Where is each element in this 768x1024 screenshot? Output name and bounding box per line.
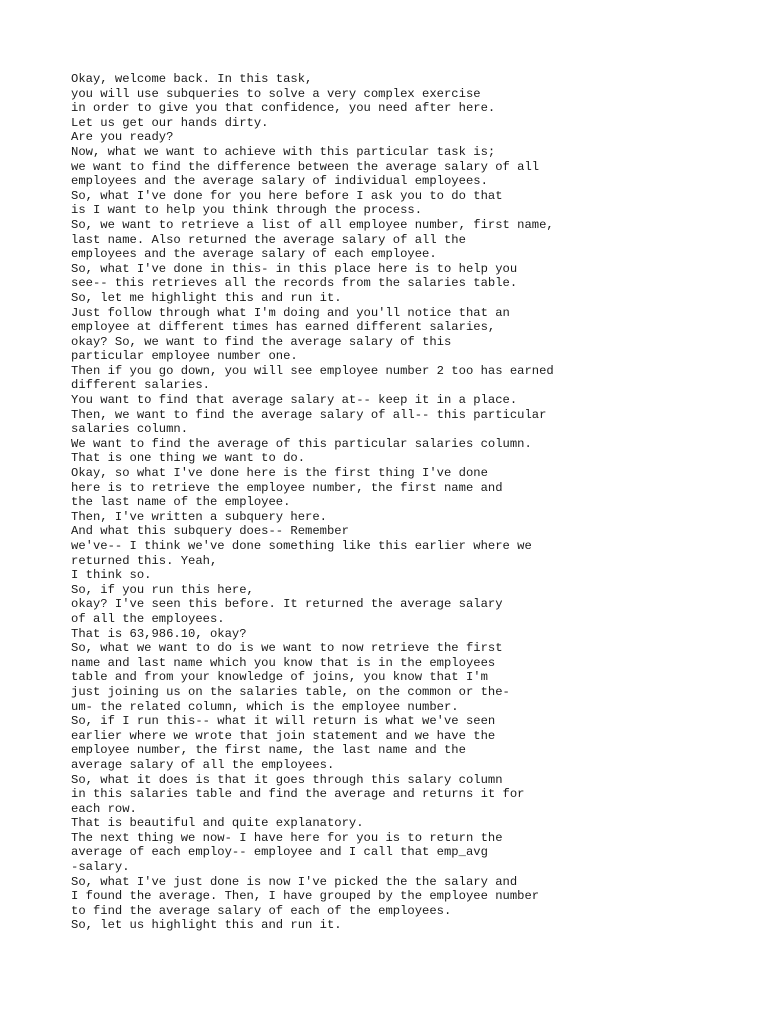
transcript-line: So, what it does is that it goes through this salary column: [71, 772, 503, 787]
transcript-line: And what this subquery does-- Remember: [71, 524, 349, 539]
transcript-line: Are you ready?: [71, 130, 174, 145]
transcript-line: We want to find the average of this particular salaries column.: [71, 436, 532, 451]
transcript-line: I found the average. Then, I have grouped by the employee number: [71, 889, 540, 904]
transcript-line: That is 63,986.10, okay?: [71, 626, 247, 641]
transcript-line: Then, we want to find the average salary of all-- this particular: [71, 407, 547, 422]
transcript-line: particular employee number one.: [71, 349, 298, 364]
transcript-line: The next thing we now- I have here for you is to return the: [71, 830, 503, 845]
transcript-line: Let us get our hands dirty.: [71, 115, 269, 130]
transcript-line: employee number, the first name, the last name and the: [71, 743, 466, 758]
transcript-line: Okay, welcome back. In this task,: [71, 72, 313, 86]
transcript-line: we want to find the difference between the average salary of all: [71, 159, 540, 174]
transcript-line: okay? I've seen this before. It returned the average salary: [71, 597, 503, 612]
transcript-line: So, what I've just done is now I've picked the the salary and: [71, 874, 518, 889]
transcript-line: of all the employees.: [71, 611, 225, 626]
transcript-text: [71, 72, 751, 933]
transcript-line: last name. Also returned the average salary of all the: [71, 232, 466, 247]
transcript-line: So, let me highlight this and run it.: [71, 290, 342, 305]
transcript-line: we've-- I think we've done something like this earlier where we: [71, 539, 532, 553]
transcript-line: -salary.: [71, 860, 130, 875]
transcript-line: Just follow through what I'm doing and you'll notice that an: [71, 305, 510, 320]
transcript-line: the last name of the employee.: [71, 495, 291, 510]
transcript-line: So, we want to retrieve a list of all employee number, first name,: [71, 217, 554, 232]
transcript-line: Okay, so what I've done here is the first thing I've done: [71, 466, 488, 481]
transcript-line: That is beautiful and quite explanatory.: [71, 816, 364, 831]
transcript-line: employees and the average salary of each employee.: [71, 247, 437, 262]
transcript-line: each row.: [71, 801, 137, 816]
transcript-line: in this salaries table and find the average and returns it for: [71, 787, 525, 802]
transcript-line: table and from your knowledge of joins, you know that I'm: [71, 670, 488, 685]
transcript-line: Now, what we want to achieve with this particular task is;: [71, 144, 496, 159]
transcript-line: name and last name which you know that is in the employees: [71, 655, 496, 670]
transcript-line: returned this. Yeah,: [71, 553, 218, 568]
transcript-line: So, if I run this-- what it will return is what we've seen: [71, 714, 496, 729]
transcript-line: Then, I've written a subquery here.: [71, 509, 327, 524]
transcript-line: average of each employ-- employee and I call that emp_avg: [71, 845, 488, 860]
transcript-line: employee at different times has earned different salaries,: [71, 320, 496, 335]
transcript-line: I think so.: [71, 568, 152, 583]
transcript-line: salaries column.: [71, 422, 189, 437]
transcript-line: see-- this retrieves all the records from the salaries table.: [71, 276, 518, 291]
transcript-line: employees and the average salary of individual employees.: [71, 174, 488, 189]
transcript-line: So, what we want to do is we want to now retrieve the first: [71, 641, 503, 656]
transcript-line: okay? So, we want to find the average salary of this: [71, 334, 452, 349]
transcript-line: So, let us highlight this and run it.: [71, 918, 342, 933]
transcript-line: different salaries.: [71, 378, 210, 393]
transcript-line: That is one thing we want to do.: [71, 451, 306, 466]
transcript-line: You want to find that average salary at-- keep it in a place.: [71, 393, 518, 408]
transcript-line: So, what I've done for you here before I ask you to do that: [71, 188, 503, 203]
transcript-line: is I want to help you think through the process.: [71, 203, 423, 218]
transcript-line: So, what I've done in this- in this place here is to help you: [71, 261, 518, 276]
transcript-line: average salary of all the employees.: [71, 757, 335, 772]
transcript-line: you will use subqueries to solve a very complex exercise: [71, 86, 481, 101]
transcript-line: in order to give you that confidence, you need after here.: [71, 101, 496, 116]
transcript-line: Then if you go down, you will see employee number 2 too has earned: [71, 363, 554, 378]
transcript-line: here is to retrieve the employee number, the first name and: [71, 480, 503, 495]
transcript-line: earlier where we wrote that join statement and we have the: [71, 728, 496, 743]
transcript-line: to find the average salary of each of the employees.: [71, 903, 452, 918]
transcript-line: just joining us on the salaries table, on the common or the-: [71, 684, 510, 699]
transcript-line: um- the related column, which is the employee number.: [71, 699, 459, 714]
transcript-line: So, if you run this here,: [71, 582, 254, 597]
